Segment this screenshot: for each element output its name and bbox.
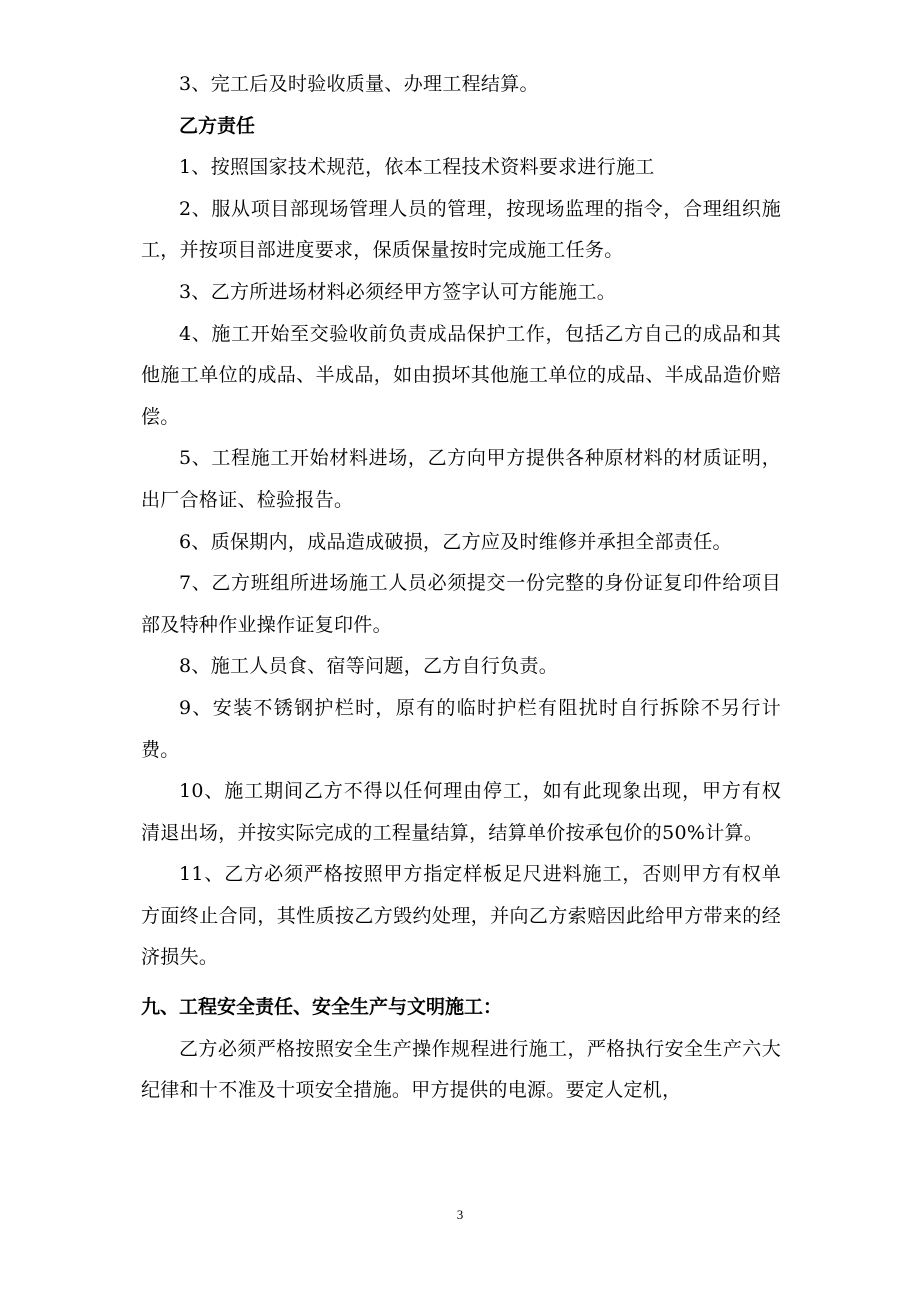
clause-paragraph: 11、乙方必须严格按照甲方指定样板足尺进料施工，否则甲方有权单方面终止合同，其性质按乙方毁约处理，并向乙方索赔因此给甲方带来的经济损失。 xyxy=(141,863,781,969)
party-b-heading: 乙方责任 xyxy=(179,114,256,137)
clause-paragraph: 3、完工后及时验收质量、办理工程结算。 xyxy=(179,73,539,95)
clause-paragraph: 3、乙方所进场材料必须经甲方签字认可方能施工。 xyxy=(179,280,616,303)
section-nine-paragraph: 乙方必须严格按照安全生产操作规程进行施工，严格执行安全生产六大纪律和十不准及十项安全措施。甲方提供的电源。要定人定机， xyxy=(141,1037,781,1102)
clause-paragraph: 10、施工期间乙方不得以任何理由停工，如有此现象出现，甲方有权清退出场，并按实际完成的工程量结算，结算单价按承包价的50%计算。 xyxy=(141,780,781,844)
clause-paragraph: 4、施工开始至交验收前负责成品保护工作，包括乙方自己的成品和其他施工单位的成品、半成品，如由损坏其他施工单位的成品、半成品造价赔偿。 xyxy=(141,322,781,428)
clause-paragraph: 2、服从项目部现场管理人员的管理，按现场监理的指令，合理组织施工，并按项目部进度要求，保质保量按时完成施工任务。 xyxy=(141,197,781,262)
page-number: 3 xyxy=(456,1207,464,1222)
clause-paragraph: 8、施工人员食、宿等问题，乙方自行负责。 xyxy=(179,655,559,678)
document-body xyxy=(141,64,781,1112)
section-nine-heading: 九、工程安全责任、安全生产与文明施工： xyxy=(141,996,503,1019)
clause-paragraph: 1、按照国家技术规范，依本工程技术资料要求进行施工 xyxy=(179,156,655,179)
clause-paragraph: 6、质保期内，成品造成破损，乙方应及时维修并承担全部责任。 xyxy=(179,530,732,553)
clause-paragraph: 9、安装不锈钢护栏时，原有的临时护栏有阻扰时自行拆除不另行计费。 xyxy=(141,696,781,761)
clause-paragraph: 7、乙方班组所进场施工人员必须提交一份完整的身份证复印件给项目部及特种作业操作证复印件。 xyxy=(141,572,781,636)
clause-paragraph: 5、工程施工开始材料进场，乙方向甲方提供各种原材料的材质证明，出厂合格证、检验报告。 xyxy=(141,447,781,511)
